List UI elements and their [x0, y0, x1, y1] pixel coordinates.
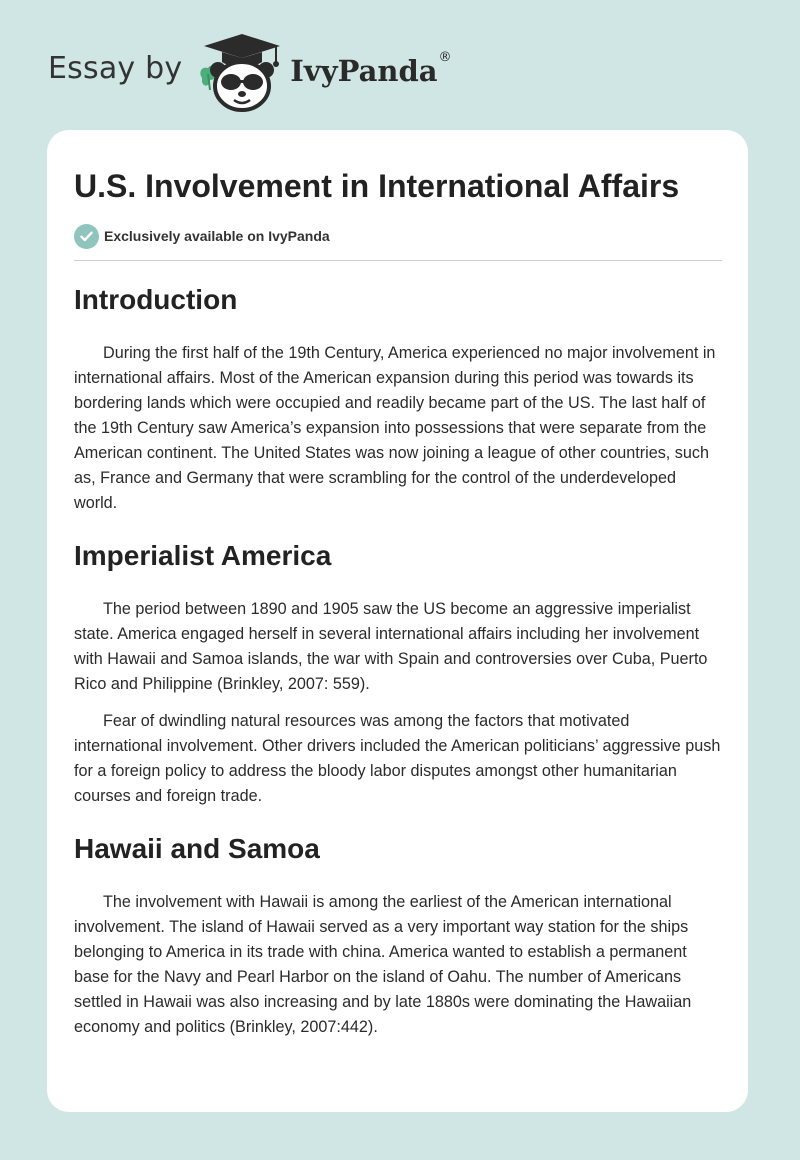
paragraph: Fear of dwindling natural resources was among the factors that motivated international involvement. Other drivers included the American politicians’ aggressive push for a foreign policy to address the bloody labor disputes amongst other humanitarian courses and foreign trade. — [74, 712, 721, 805]
panda-graduation-cap-icon — [196, 30, 288, 114]
essay-card — [47, 130, 748, 1112]
brand-prefix: Essay by — [48, 50, 183, 86]
title-divider — [74, 260, 722, 261]
section-introduction — [74, 282, 722, 516]
registered-mark: ® — [438, 50, 452, 65]
paragraph: The period between 1890 and 1905 saw the US become an aggressive imperialist state. America engaged herself in several international affairs including her involvement with Hawaii and Samoa islands, the war with Spain and controversies over Cuba, Puerto Rico and Philippine (Brinkley, 2007: 559). — [74, 600, 708, 693]
site-brand[interactable] — [48, 30, 451, 114]
paragraph: During the first half of the 19th Century, America experienced no major involvement in international affairs. Most of the American expansion during this period was towards its bordering lands which were occupied and readily became part of the US. The last half of the 19th Century saw America’s expansion into possessions that were separate from the American continent. The United States was now joining a league of other countries, such as, France and Germany that were scrambling for the control of the underdeveloped world. — [74, 344, 716, 512]
section-heading: Hawaii and Samoa — [74, 833, 320, 864]
section-heading: Imperialist America — [74, 540, 332, 571]
exclusive-badge — [74, 222, 722, 250]
section-imperialist-america — [74, 538, 722, 809]
section-hawaii-and-samoa — [74, 831, 722, 1040]
checkmark-circle-icon — [74, 224, 99, 249]
essay-title: U.S. Involvement in International Affairs — [74, 168, 680, 204]
brand-name: IvyPanda® — [290, 50, 452, 88]
section-heading: Introduction — [74, 284, 238, 315]
paragraph: The involvement with Hawaii is among the earliest of the American international involvement. The island of Hawaii served as a very important way station for the ships belonging to America in its trade with china. America wanted to establish a permanent base for the Navy and Pearl Harbor on the island of Oahu. The number of Americans settled in Hawaii was also increasing and by late 1880s were dominating the Hawaiian economy and politics (Brinkley, 2007:442). — [74, 893, 692, 1036]
exclusive-badge-text: Exclusively available on IvyPanda — [104, 228, 330, 244]
